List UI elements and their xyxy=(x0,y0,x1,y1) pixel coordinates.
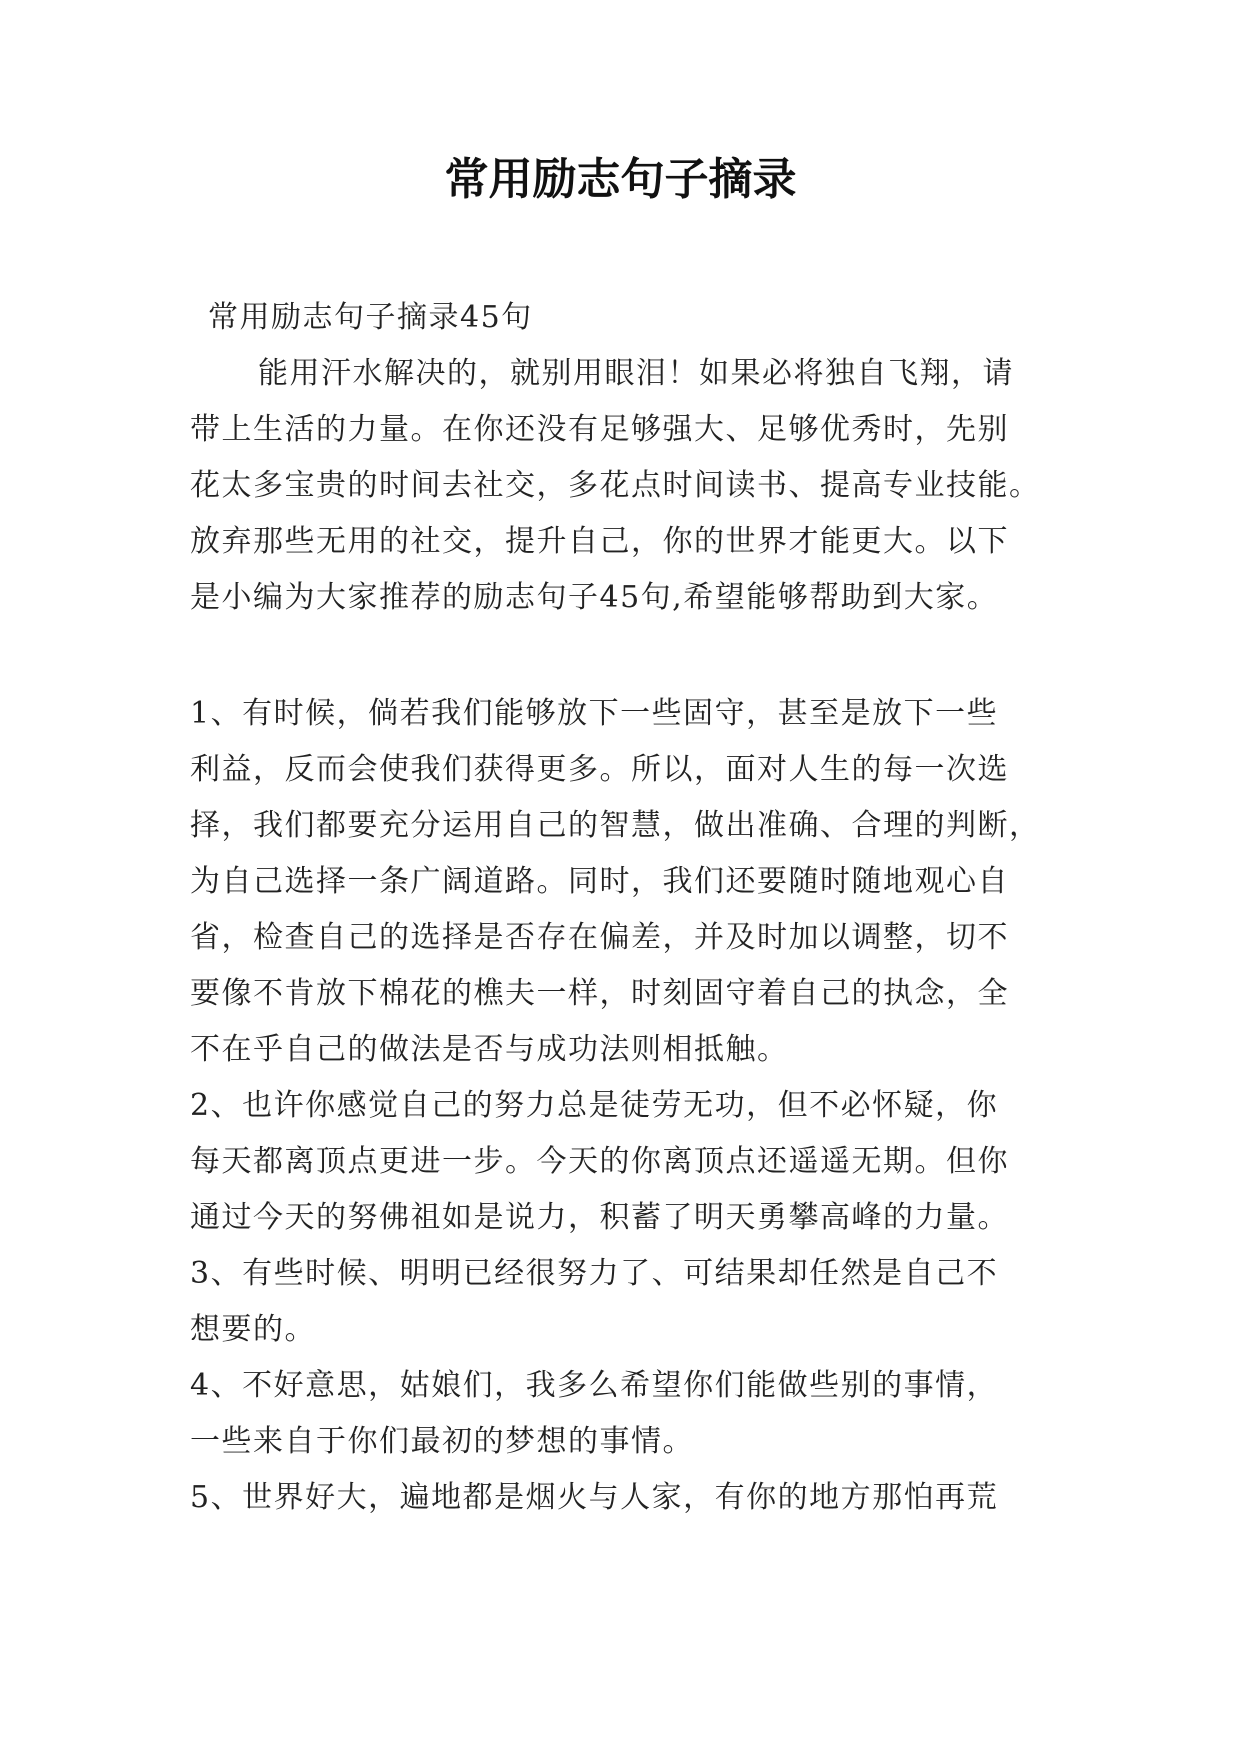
intro-line: 是小编为大家推荐的励志句子45句,希望能够帮助到大家。 xyxy=(190,580,999,615)
body-line: 1、有时候，倘若我们能够放下一些固守，甚至是放下一些 xyxy=(190,696,999,731)
body-line: 省，检查自己的选择是否存在偏差，并及时加以调整，切不 xyxy=(190,920,1009,955)
body-line: 为自己选择一条广阔道路。同时，我们还要随时随地观心自 xyxy=(190,864,1009,899)
body-line: 2、也许你感觉自己的努力总是徒劳无功，但不必怀疑，你 xyxy=(190,1088,999,1123)
body-line: 不在乎自己的做法是否与成功法则相抵触。 xyxy=(190,1032,789,1067)
body-line: 3、有些时候、明明已经很努力了、可结果却任然是自己不 xyxy=(190,1256,999,1291)
body-line: 通过今天的努佛祖如是说力，积蓄了明天勇攀高峰的力量。 xyxy=(190,1200,1009,1235)
page-title: 常用励志句子摘录 xyxy=(444,154,797,205)
subtitle: 常用励志句子摘录45句 xyxy=(208,300,533,335)
body-line: 想要的。 xyxy=(190,1312,316,1347)
body-line: 择，我们都要充分运用自己的智慧，做出准确、合理的判断， xyxy=(190,808,1041,843)
body-line: 4、不好意思，姑娘们，我多么希望你们能做些别的事情， xyxy=(190,1368,999,1403)
intro-line: 能用汗水解决的，就别用眼泪！如果必将独自飞翔，请 xyxy=(258,356,1014,391)
intro-line: 花太多宝贵的时间去社交，多花点时间读书、提高专业技能。 xyxy=(190,468,1041,503)
intro-line: 放弃那些无用的社交，提升自己，你的世界才能更大。以下 xyxy=(190,524,1009,559)
body-line: 5、世界好大，遍地都是烟火与人家，有你的地方那怕再荒 xyxy=(190,1480,999,1515)
body-line: 一些来自于你们最初的梦想的事情。 xyxy=(190,1424,694,1459)
body-line: 利益，反而会使我们获得更多。所以，面对人生的每一次选 xyxy=(190,752,1009,787)
body-line: 每天都离顶点更进一步。今天的你离顶点还遥遥无期。但你 xyxy=(190,1144,1009,1179)
intro-line: 带上生活的力量。在你还没有足够强大、足够优秀时，先别 xyxy=(190,412,1009,447)
body-line: 要像不肯放下棉花的樵夫一样，时刻固守着自己的执念，全 xyxy=(190,976,1009,1011)
